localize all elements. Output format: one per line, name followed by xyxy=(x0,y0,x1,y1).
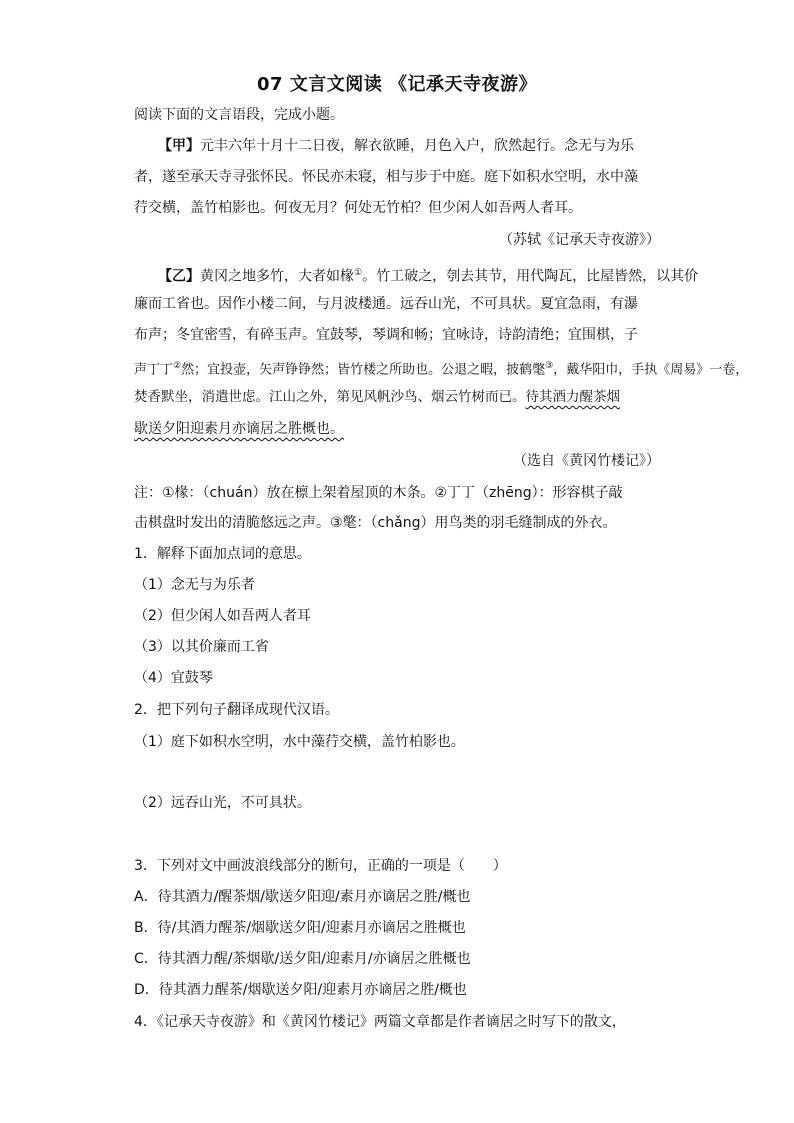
question-3-option: C．待其酒力醒/茶烟歇/送夕阳/迎素月/亦谪居之胜概也 xyxy=(134,951,471,967)
wavy-underlined-text: 待其酒力醒茶烟 xyxy=(525,389,620,405)
question-1-item: （3）以其价廉而工省 xyxy=(134,639,269,655)
question-3-option: B．待/其酒力醒茶/烟歇送夕阳/迎素月亦谪居之胜概也 xyxy=(134,920,466,936)
question-1-item: （2）但少闲人如吾两人者耳 xyxy=(134,608,311,624)
footnote-marker-2: ② xyxy=(173,361,182,371)
question-3-option: A．待其酒力/醒茶烟/歇送夕阳迎/素月亦谪居之胜/概也 xyxy=(134,889,471,905)
passage-yi-label: 【乙】 xyxy=(158,268,200,285)
passage-jia-line-2: 者，遂至承天寺寻张怀民。怀民亦未寝，相与步于中庭。庭下如积水空明，水中藻 xyxy=(134,169,638,185)
question-1-item: （1）念无与为乐者 xyxy=(134,577,255,593)
passage-jia-source: （苏轼《记承天寺夜游》） xyxy=(499,232,660,248)
question-2-stem: 2．把下列句子翻译成现代汉语。 xyxy=(134,702,339,718)
wavy-underlined-text: 歇送夕阳迎素月亦谪居之胜概也。 xyxy=(134,421,344,437)
footnotes-line-1: 注：①椽：（chuán）放在檩上架着屋顶的木条。②丁丁（zhēng）：形容棋子敲 xyxy=(134,485,623,501)
footnote-marker-3: ③ xyxy=(545,361,554,371)
question-1-stem: 1．解释下面加点词的意思。 xyxy=(134,546,311,562)
passage-yi-line-6 xyxy=(134,418,666,440)
passage-yi-line-2: 廉而工省也。因作小楼二间，与月波楼通。远吞山光，不可具状。夏宜急雨，有瀑 xyxy=(134,296,638,312)
footnotes-line-2: 击棋盘时发出的清脆悠远之声。③氅：（chǎng）用鸟类的羽毛缝制成的外衣。 xyxy=(134,515,617,531)
passage-yi-line-3: 布声；冬宜密雪，有碎玉声。宜鼓琴，琴调和畅；宜咏诗，诗韵清绝；宜围棋，子 xyxy=(134,327,638,343)
passage-jia-label: 【甲】 xyxy=(158,138,200,154)
question-2-item: （2）远吞山光，不可具状。 xyxy=(134,795,311,811)
question-3-option: D．待其酒力醒茶/烟歇送夕阳/迎素月亦谪居之胜/概也 xyxy=(134,982,467,998)
question-1-item: （4）宜鼓琴 xyxy=(134,670,213,686)
passage-jia-line-1: 【甲】元丰六年十月十二日夜，解衣欲睡，月色入户，欣然起行。念无与为乐 xyxy=(158,138,634,154)
passage-yi-line-4: 声丁丁②然；宜投壶，矢声铮铮然；皆竹楼之所助也。公退之暇，披鹤氅③，戴华阳巾，手执《周易》一卷， xyxy=(134,361,749,378)
passage-jia-line-3: 荇交横，盖竹柏影也。何夜无月？何处无竹柏？但少闲人如吾两人者耳。 xyxy=(134,200,582,216)
instruction-text: 阅读下面的文言语段，完成小题。 xyxy=(134,107,344,123)
page-title: 07 文言文阅读 《记承天寺夜游》 xyxy=(256,74,538,95)
passage-yi-line-5: 焚香默坐，消遣世虑。江山之外，第见风帆沙鸟、烟云竹树而已。待其酒力醒茶烟 xyxy=(134,389,620,405)
question-2-item: （1）庭下如积水空明，水中藻荇交横，盖竹柏影也。 xyxy=(134,734,465,750)
passage-yi-source: （选自《黄冈竹楼记》） xyxy=(513,453,660,469)
passage-yi-line-1: 【乙】黄冈之地多竹，大者如椽①。竹工破之，刳去其节，用代陶瓦，比屋皆然，以其价 xyxy=(158,268,699,285)
question-3-stem: 3．下列对文中画波浪线部分的断句，正确的一项是（ ） xyxy=(134,858,507,874)
footnote-marker-1: ① xyxy=(354,268,363,278)
question-4-stem: 4．《记承天寺夜游》和《黄冈竹楼记》两篇文章都是作者谪居之时写下的散文， xyxy=(134,1014,626,1030)
